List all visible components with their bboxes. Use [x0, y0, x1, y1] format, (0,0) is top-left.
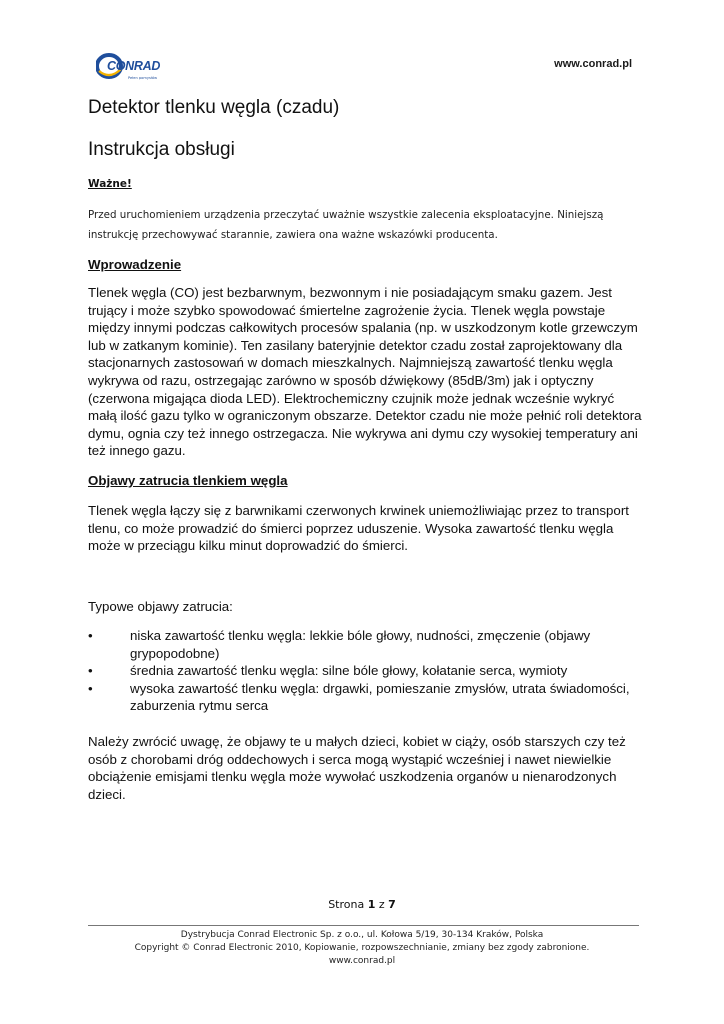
typical-symptoms-label: Typowe objawy zatrucia:	[88, 599, 233, 614]
list-item	[88, 662, 644, 680]
footer-divider	[88, 925, 639, 926]
bullet-marker: •	[88, 680, 93, 696]
list-item-text: średnia zawartość tlenku węgla: silne bóle głowy, kołatanie serca, wymioty	[130, 663, 568, 679]
footer-url[interactable]: www.conrad.pl	[328, 956, 396, 966]
important-text: Przed uruchomieniem urządzenia przeczytać uważnie wszystkie zalecenia eksploatacyjne. Niniejszą instrukcję przechowywać starannie, zawiera ona ważne wskazówki producenta.	[88, 209, 604, 241]
page-prefix: Strona	[328, 898, 365, 911]
document-title: Detektor tlenku węgla (czadu)	[88, 97, 340, 118]
important-label: Ważne!	[88, 178, 132, 190]
list-item-text: wysoka zawartość tlenku węgla: drgawki, pomieszanie zmysłów, utrata świadomości, zaburzenia rytmu serca	[130, 680, 630, 714]
warning-note-paragraph: Należy zwrócić uwagę, że objawy te u małych dzieci, kobiet w ciąży, osób starszych czy też osób z chorobami dróg oddechowych i serca mogą wystąpić wcześniej i nawet niewielkie obciążenie emisjami tlenku węgla może wywołać uszkodzenia organów u nienarodzonych dzieci.	[88, 734, 626, 802]
bullet-marker: •	[88, 663, 93, 679]
list-item	[88, 627, 644, 662]
intro-paragraph: Tlenek węgla (CO) jest bezbarwnym, bezwonnym i nie posiadającym smaku gazem. Jest trujący i może szybko spowodować śmiertelne zagrożenie życia. Tlenek węgla powstaje między innymi podczas całkowitych procesów spalania (np. w uszkodzonym kotle grzewczym lub w zatkanym kominie). Ten zasilany bateryjnie detektor czadu został zaprojektowany dla stacjonarnych zastosowań w domach mieszkalnych. Najmniejszą zawartość tlenku węgla wykrywa od razu, ostrzegając zarówno w sposób dźwiękowy (85dB/3m) jak i optyczny (czerwona migająca dioda LED). Elektrochemiczny czujnik może jednak wcześnie wykryć małą ilość gazu tylko w ograniczonym obszarze. Detektor czadu nie może pełnić roli detektora dymu, ognia czy też innego ostrzegacza. Nie wykrywa ani dymu czy wysokiej temperatury ani też innego gazu.	[88, 285, 642, 459]
symptoms-paragraph: Tlenek węgla łączy się z barwnikami czerwonych krwinek uniemożliwiając przez to transport tlenu, co może prowadzić do śmierci poprzez uduszenie. Wysoka zawartość tlenku węgla może w przeciągu kilku minut doprowadzić do śmierci.	[88, 503, 629, 554]
symptoms-list	[88, 627, 644, 715]
bullet-marker: •	[88, 628, 93, 643]
document-subtitle: Instrukcja obsługi	[88, 139, 235, 160]
footer-copyright: Copyright © Conrad Electronic 2010, Kopiowanie, rozpowszechnianie, zmiany bez zgody zabronione.	[134, 943, 590, 953]
list-item-text: niska zawartość tlenku węgla: lekkie bóle głowy, nudności, zmęczenie (objawy grypopodobne)	[130, 628, 591, 661]
logo-wordmark: CONRAD	[107, 59, 161, 73]
conrad-logo	[96, 53, 170, 83]
page-current: 1	[367, 898, 376, 911]
footer	[0, 929, 724, 968]
intro-heading: Wprowadzenie	[88, 257, 182, 272]
footer-distributor: Dystrybucja Conrad Electronic Sp. z o.o., ul. Kołowa 5/19, 30-134 Kraków, Polska	[180, 930, 544, 940]
header-url[interactable]: www.conrad.pl	[554, 58, 632, 70]
page-total: 7	[388, 898, 396, 911]
page-number	[0, 898, 724, 911]
list-item	[88, 680, 644, 715]
logo-tagline: Pełen pomysłów	[128, 76, 158, 80]
page-separator: z	[378, 898, 385, 911]
symptoms-heading: Objawy zatrucia tlenkiem węgla	[88, 473, 288, 488]
